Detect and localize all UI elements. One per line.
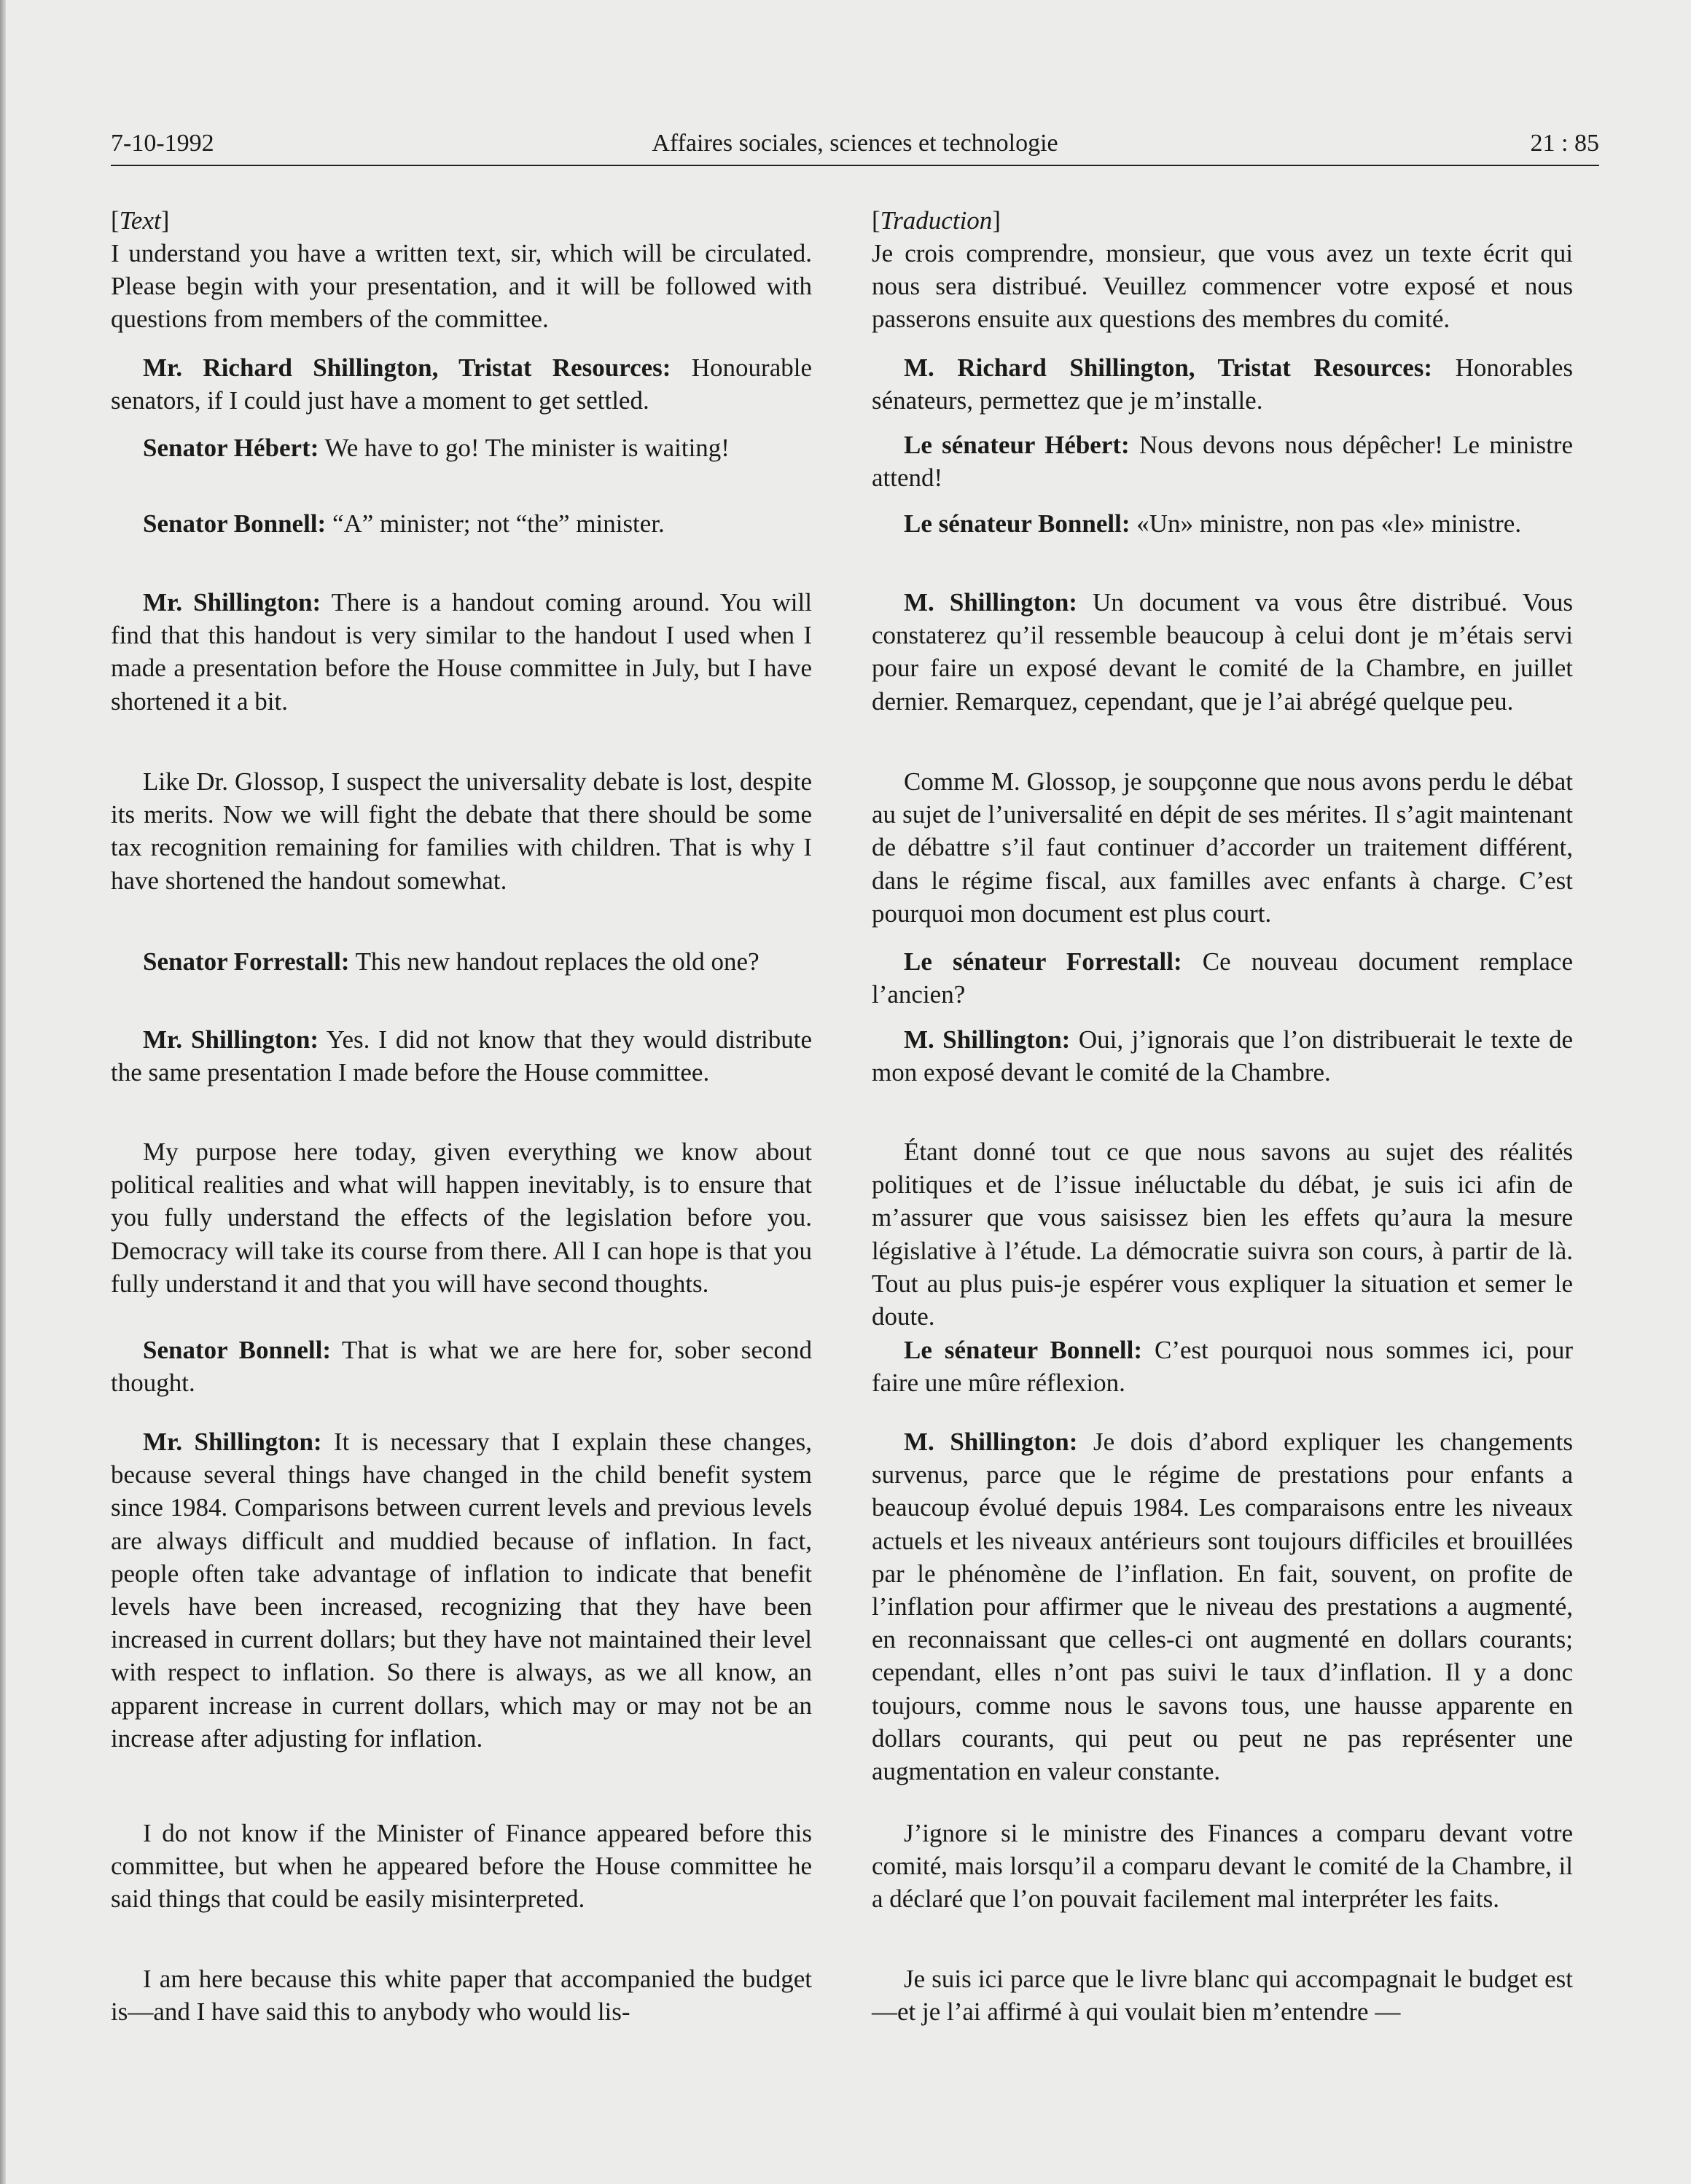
header-title: Affaires sociales, sciences et technologie bbox=[652, 130, 1058, 157]
speaker-name: Mr. Shillington: bbox=[143, 1428, 322, 1456]
paragraph: Senator Bonnell: “A” minister; not “the” minister. bbox=[143, 509, 665, 538]
header-page-number: 21 : 85 bbox=[1530, 130, 1599, 157]
speaker-name: Senator Bonnell: bbox=[143, 509, 327, 538]
paragraph: Senator Bonnell: That is what we are here for, sober second thought. bbox=[111, 1336, 812, 1398]
speaker-name: M. Shillington: bbox=[904, 588, 1077, 617]
translation-marker: [Traduction] bbox=[872, 206, 1001, 235]
speaker-name: Le sénateur Bonnell: bbox=[904, 509, 1130, 538]
paragraph: M. Shillington: Oui, j’ignorais que l’on distribuerait le texte de mon exposé devant le comité de la Chambre. bbox=[872, 1025, 1573, 1087]
speaker-name: M. Shillington: bbox=[904, 1428, 1078, 1456]
header-date: 7-10-1992 bbox=[111, 130, 214, 157]
speaker-name: Le sénateur Hébert: bbox=[904, 431, 1130, 459]
page-header bbox=[111, 128, 1599, 166]
paragraph: M. Shillington: Un document va vous être distribué. Vous constaterez qu’il ressemble beaucoup à celui dont je m’étais servi pour faire un exposé devant le comité de la Chambre, en juillet dernier. Remarquez, cependant, que je l’ai abrégé quelque peu. bbox=[872, 588, 1573, 716]
speaker-name: M. Richard Shillington, Tristat Resources: bbox=[904, 353, 1433, 382]
speaker-name: Le sénateur Bonnell: bbox=[904, 1336, 1142, 1364]
paragraph: Senator Forrestall: This new handout replaces the old one? bbox=[143, 947, 759, 976]
paragraph: Mr. Richard Shillington, Tristat Resources: Honourable senators, if I could just have a moment to get settled. bbox=[111, 353, 813, 415]
speaker-name: Le sénateur Forrestall: bbox=[904, 947, 1182, 976]
paragraph: Mr. Shillington: It is necessary that I explain these changes, because several things have changed in the child benefit system since 1984. Comparisons between current levels and previous levels are always difficult and muddied because of inflation. In fact, people often take advantage of inflation to indicate that benefit levels have been increased, recognizing that they have been increased in current dollars; but they have not maintained their level with respect to inflation. So there is always, as we all know, an apparent increase in current dollars, which may or may not be an increase after adjusting for inflation. bbox=[111, 1428, 812, 1753]
paragraph: M. Richard Shillington, Tristat Resources: Honorables sénateurs, permettez que je m’installe. bbox=[872, 353, 1573, 415]
text-marker-label: Text bbox=[119, 206, 161, 235]
paragraph: Mr. Shillington: Yes. I did not know that they would distribute the same presentation I made before the House committee. bbox=[111, 1025, 812, 1087]
paragraph: Le sénateur Hébert: Nous devons nous dépêcher! Le ministre attend! bbox=[872, 431, 1573, 493]
paragraph: Comme M. Glossop, je soupçonne que nous avons perdu le débat au sujet de l’universalité en dépit de ses mérites. Il s’agit maintenant de débattre s’il faut continuer d’accorder un traitement différent, dans le régime fiscal, aux familles avec enfants à charge. C’est pourquoi mon document est plus court. bbox=[872, 767, 1573, 928]
paragraph: My purpose here today, given everything we know about political realities and what will happen inevitably, is to ensure that you fully understand the effects of the legislation before you. Democracy will take its course from there. All I can hope is that you fully understand it and that you will have second thoughts. bbox=[111, 1138, 812, 1298]
paragraph: Mr. Shillington: There is a handout coming around. You will find that this handout is very similar to the handout I used when I made a presentation before the House committee in July, but I have shortened it a bit. bbox=[111, 588, 812, 716]
paragraph: Je suis ici parce que le livre blanc qui accompagnait le budget est—et je l’ai affirmé à qui voulait bien m’entendre — bbox=[872, 1965, 1573, 2027]
paragraph: Je crois comprendre, monsieur, que vous avez un texte écrit qui nous sera distribué. Veuillez commencer votre exposé et nous passerons ensuite aux questions des membres du comité. bbox=[872, 239, 1573, 334]
paragraph: Le sénateur Bonnell: «Un» ministre, non pas «le» ministre. bbox=[904, 509, 1522, 538]
speaker-name: Mr. Shillington: bbox=[143, 588, 321, 617]
translation-marker-label: Traduction bbox=[880, 206, 993, 235]
paragraph: Le sénateur Bonnell: C’est pourquoi nous sommes ici, pour faire une mûre réflexion. bbox=[872, 1336, 1573, 1398]
paragraph: Like Dr. Glossop, I suspect the universality debate is lost, despite its merits. Now we will fight the debate that there should be some tax recognition remaining for families with children. That is why I have shortened the handout somewhat. bbox=[111, 767, 812, 895]
speaker-name: Senator Bonnell: bbox=[143, 1336, 332, 1364]
paragraph: I do not know if the Minister of Finance appeared before this committee, but when he appeared before the House committee he said things that could be easily misinterpreted. bbox=[111, 1819, 812, 1914]
paragraph: Étant donné tout ce que nous savons au sujet des réalités politiques et de l’issue inéluctable du débat, je suis ici afin de m’assurer que vous saisissez bien les effets qu’aura la mesure législative à l’étude. La démocratie suivra son cours, à partir de là. Tout au plus puis-je espérer vous expliquer la situation et semer le doute. bbox=[872, 1138, 1573, 1331]
scan-edge-shadow bbox=[0, 0, 6, 2184]
paragraph: M. Shillington: Je dois d’abord expliquer les changements survenus, parce que le régime de prestations pour enfants a beaucoup évolué depuis 1984. Les comparaisons entre les niveaux actuels et les niveaux antérieurs sont toujours difficiles et brouillées par le phénomène de l’inflation. En fait, souvent, on profite de l’inflation pour affirmer que le niveau des prestations a augmenté, en reconnaissant que celles-ci ont augmenté en dollars courants; cependant, elles n’ont pas suivi le taux d’inflation. Il y a donc toujours, comme nous le savons tous, une hausse apparente en dollars courants, qui peut ou peut ne pas représenter une augmentation en valeur constante. bbox=[872, 1428, 1573, 1786]
paragraph: Le sénateur Forrestall: Ce nouveau document remplace l’ancien? bbox=[872, 947, 1573, 1009]
speaker-name: M. Shillington: bbox=[904, 1025, 1071, 1054]
speaker-name: Mr. Richard Shillington, Tristat Resources: bbox=[143, 353, 671, 382]
speaker-name: Senator Hébert: bbox=[143, 434, 319, 462]
paragraph: Senator Hébert: We have to go! The minister is waiting! bbox=[143, 434, 730, 462]
paragraph: J’ignore si le ministre des Finances a comparu devant votre comité, mais lorsqu’il a comparu devant le comité de la Chambre, il a déclaré que l’on pouvait facilement mal interpréter les faits. bbox=[872, 1819, 1573, 1914]
speaker-name: Senator Forrestall: bbox=[143, 947, 350, 976]
text-marker: [Text] bbox=[111, 206, 170, 235]
paragraph: I am here because this white paper that accompanied the budget is—and I have said this to anybody who would lis- bbox=[111, 1965, 812, 2027]
speaker-name: Mr. Shillington: bbox=[143, 1025, 319, 1054]
paragraph: I understand you have a written text, sir, which will be circulated. Please begin with your presentation, and it will be followed with questions from members of the committee. bbox=[111, 239, 812, 334]
